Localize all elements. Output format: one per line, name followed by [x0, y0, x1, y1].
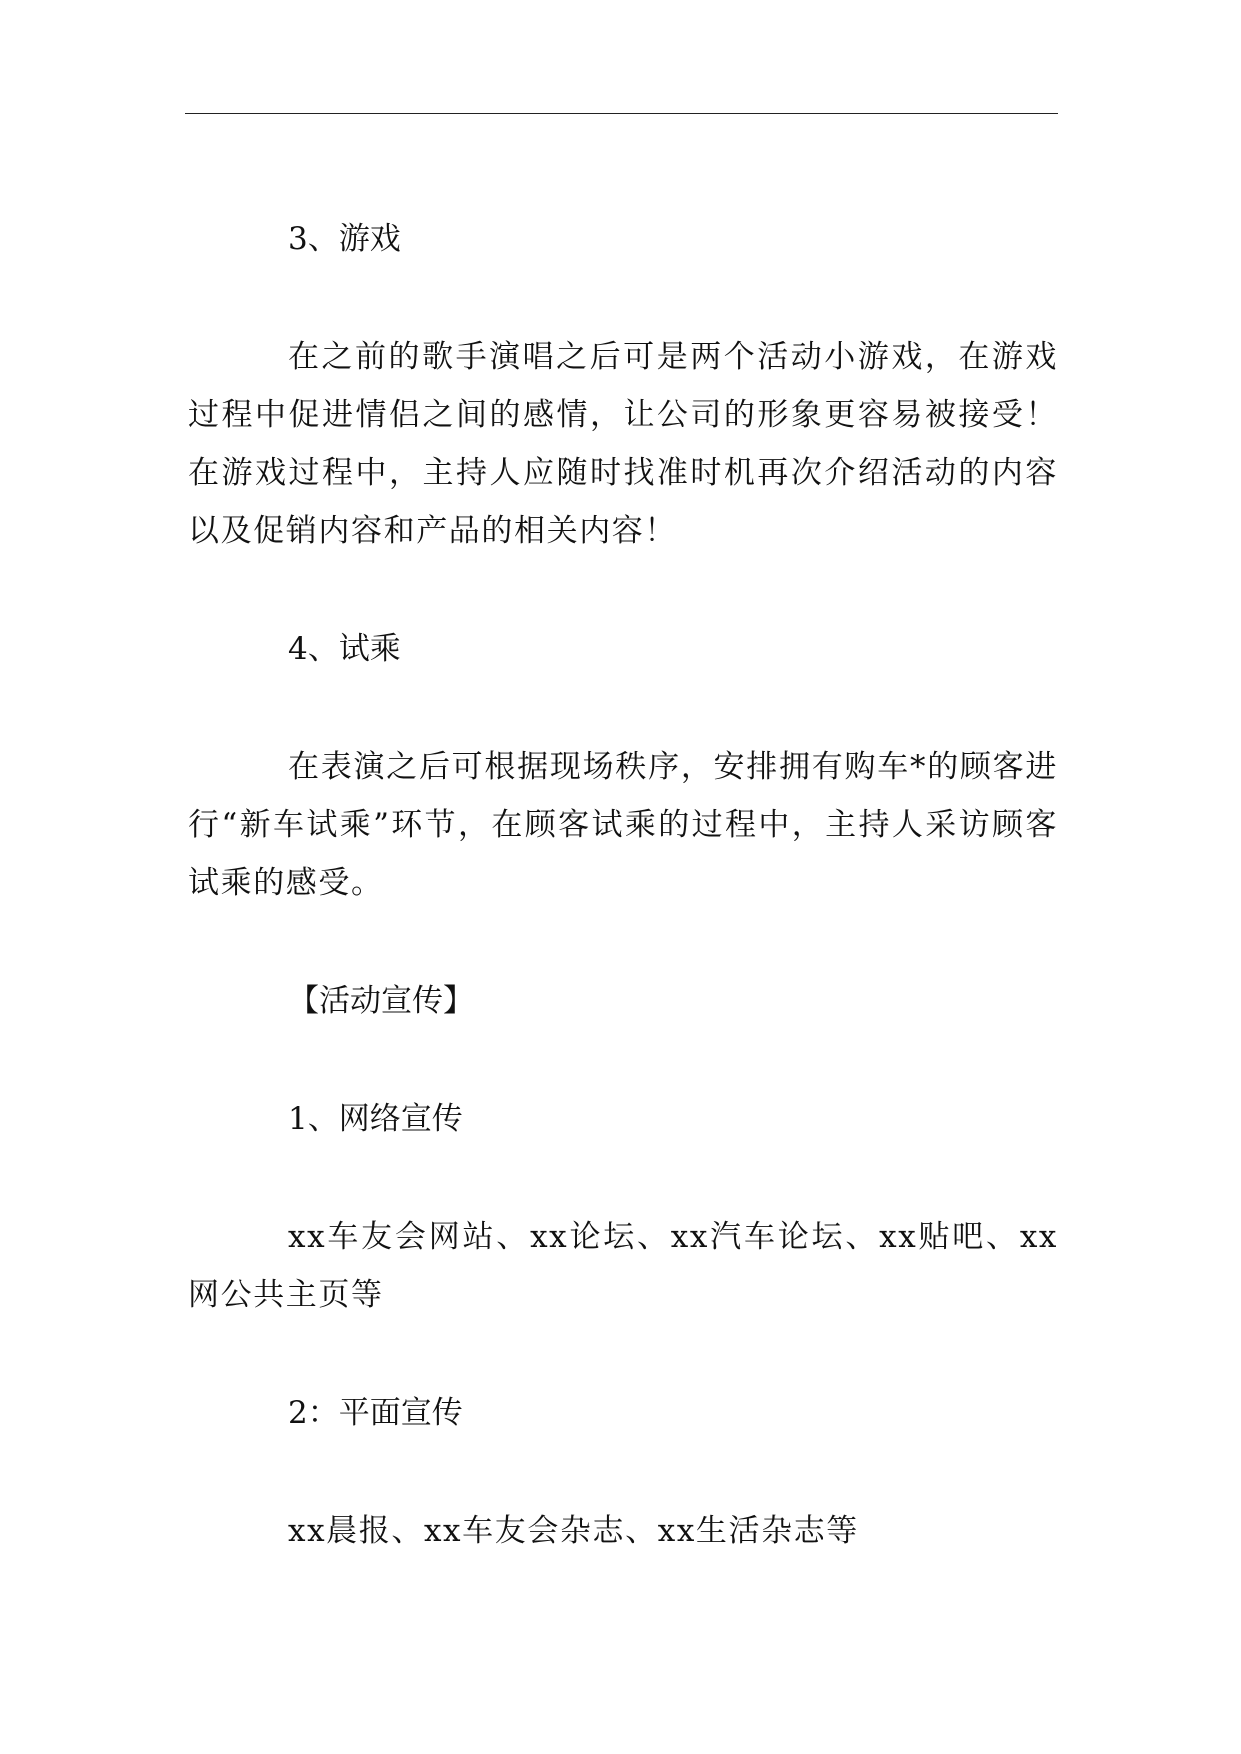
- document-body: [188, 210, 1058, 1560]
- paragraph-print-promotion: xx晨报、xx车友会杂志、xx生活杂志等: [288, 1513, 859, 1549]
- paragraph-online-promotion: xx车友会网站、xx论坛、xx汽车论坛、xx贴吧、xx网公共主页等: [188, 1219, 1058, 1313]
- section-heading-print-promotion: 2：平面宣传: [288, 1395, 463, 1431]
- section-heading-online-promotion: 1、网络宣传: [288, 1101, 463, 1137]
- section-heading-test-ride: 4、试乘: [288, 631, 401, 667]
- section-heading-games: 3、游戏: [288, 221, 401, 257]
- paragraph-games: 在之前的歌手演唱之后可是两个活动小游戏，在游戏过程中促进情侣之间的感情，让公司的形象更容易被接受！在游戏过程中，主持人应随时找准时机再次介绍活动的内容以及促销内容和产品的相关内容！: [188, 339, 1058, 549]
- header-rule: [185, 113, 1058, 114]
- paragraph-test-ride: 在表演之后可根据现场秩序，安排拥有购车*的顾客进行“新车试乘”环节，在顾客试乘的过程中，主持人采访顾客试乘的感受。: [188, 749, 1058, 901]
- section-heading-promotion: 【活动宣传】: [288, 983, 474, 1019]
